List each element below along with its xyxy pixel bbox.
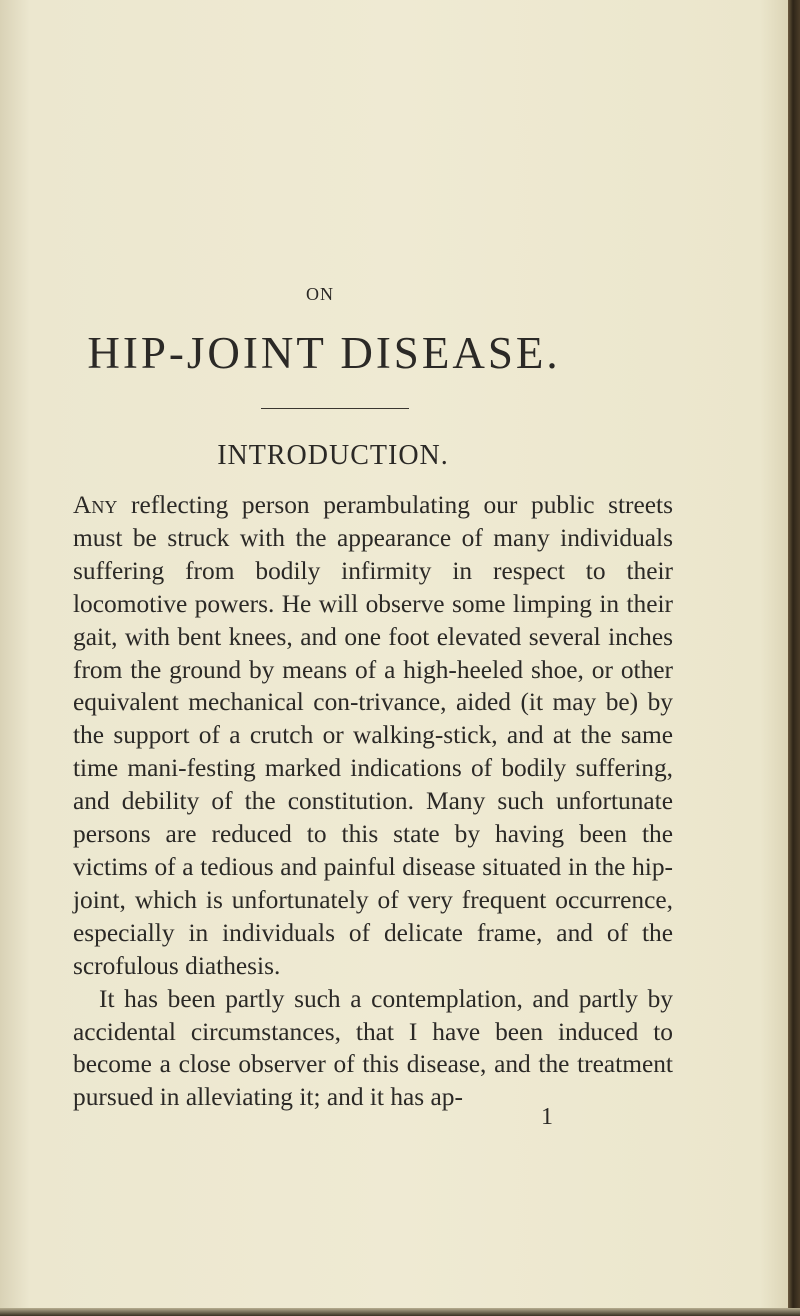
page-binding-edge (788, 0, 800, 1316)
title-divider (261, 408, 409, 409)
page-title: HIP-JOINT DISEASE. (87, 328, 561, 378)
paragraph-2: It has been partly such a contemplation, and partly by accidental circumstances, that I have been induced to become a close observer of this disease, and the treatment pursued in alleviating it; and it has ap- (73, 984, 673, 1112)
page-bottom-edge (0, 1308, 800, 1316)
paragraph-1 (73, 489, 673, 983)
title-prefix: ON (306, 284, 334, 304)
page-number: 1 (541, 1104, 553, 1130)
paragraph-1-text: reflecting person perambulating our public streets must be struck with the appearance of many individuals suffering from bodily infirmity in respect to their locomotive powers. He will observe some limping in their gait, with bent knees, and one foot elevated several inches from the ground by means of a high-heeled shoe, or other equivalent mechanical con-trivance, aided (it may be) by the support of a crutch or walking-stick, and at the same time mani-festing marked indications of bodily suffering, and debility of the constitution. Many such unfortunate persons are reduced to this state by having been the victims of a tedious and painful disease situated in the hip-joint, which is unfortunately of very frequent occurrence, especially in individuals of delicate frame, and of the scrofulous diathesis. (73, 491, 673, 980)
section-heading: INTRODUCTION. (217, 440, 449, 471)
paragraph-1-lead: Any (73, 491, 118, 519)
body-text (73, 489, 673, 1114)
